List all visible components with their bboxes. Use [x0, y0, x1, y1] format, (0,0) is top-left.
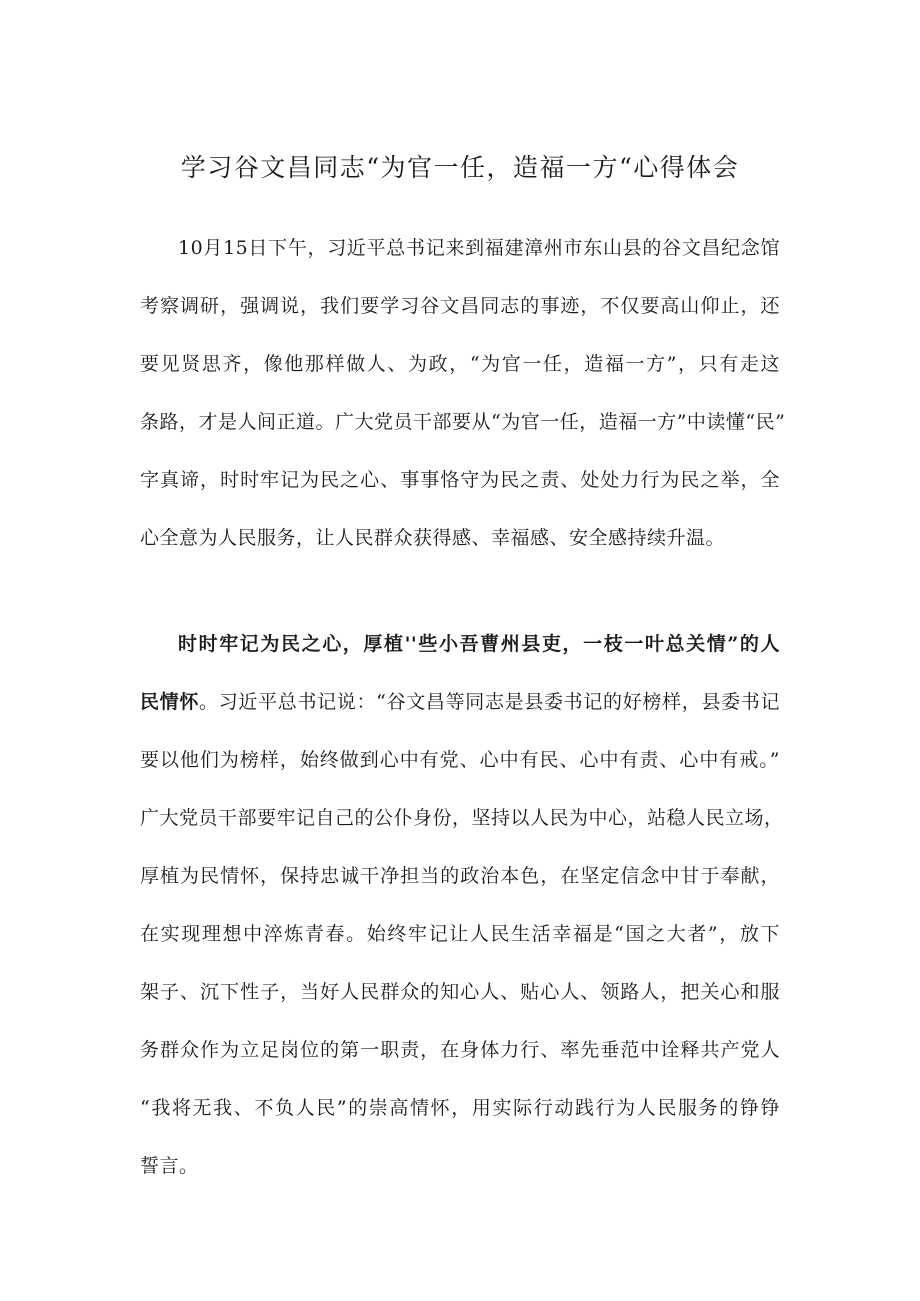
paragraph-line: 务群众作为立足岗位的第一职责，在身体力行、率先垂范中诠释共产党人 [140, 1039, 780, 1061]
paragraph-line: 10月15日下午，习近平总书记来到福建漳州市东山县的谷文昌纪念馆 [178, 237, 780, 259]
paragraph-line: 誓言。 [140, 1155, 199, 1177]
paragraph-2 [140, 624, 784, 1204]
paragraph-line: “我将无我、不负人民”的崇高情怀，用实际行动践行为人民服务的铮铮 [140, 1097, 780, 1119]
paragraph-line: 要见贤思齐，像他那样做人、为政，“为官一任，造福一方”，只有走这 [140, 353, 780, 375]
paragraph-heading-line: 时时牢记为民之心，厚植''些小吾曹州县吏，一枝一叶总关情”的人 [178, 633, 780, 655]
paragraph-line: 考察调研，强调说，我们要学习谷文昌同志的事迹，不仅要高山仰止，还 [140, 295, 780, 317]
paragraph-line [140, 682, 780, 740]
paragraph-line: 条路，才是人间正道。广大党员干部要从“为官一任，造福一方”中读懂“民” [140, 411, 786, 433]
paragraph-gap [140, 576, 780, 624]
paragraph-line: 字真谛，时时牢记为民之心、事事恪守为民之责、处处力行为民之举，全 [140, 469, 780, 491]
paragraph-line: 在实现理想中淬炼青春。始终牢记让人民生活幸福是“国之大者”，放下 [140, 923, 780, 945]
paragraph-line: 心全意为人民服务，让人民群众获得感、幸福感、安全感持续升温。 [140, 527, 726, 549]
paragraph-heading-tail: 民情怀 [140, 691, 200, 713]
document-title: 学习谷文昌同志“为官一任，造福一方“心得体会 [180, 153, 740, 182]
document-body [140, 228, 786, 1204]
paragraph-line: 要以他们为榜样，始终做到心中有党、心中有民、心中有责、心中有戒。” [140, 749, 780, 771]
paragraph-1 [140, 228, 786, 576]
paragraph-line-rest: 。习近平总书记说：“谷文昌等同志是县委书记的好榜样，县委书记 [199, 691, 780, 713]
paragraph-line: 广大党员干部要牢记自己的公仆身份，坚持以人民为中心，站稳人民立场， [140, 807, 784, 829]
paragraph-line: 架子、沉下性子，当好人民群众的知心人、贴心人、领路人，把关心和服 [140, 981, 780, 1003]
paragraph-line: 厚植为民情怀，保持忠诚干净担当的政治本色，在坚定信念中甘于奉献， [140, 865, 780, 887]
